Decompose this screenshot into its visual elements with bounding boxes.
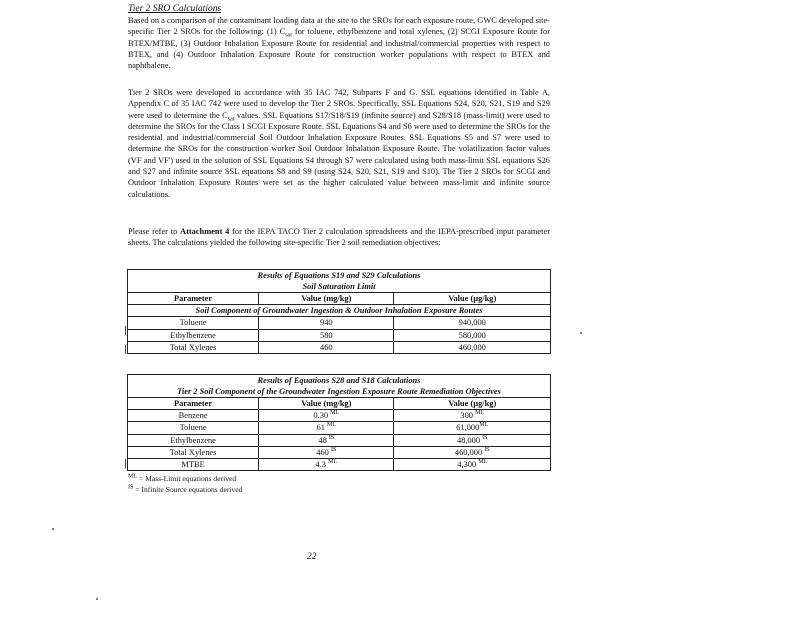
- scan-mark: [125, 326, 126, 335]
- scan-speck: [96, 598, 98, 600]
- table-row: Ethylbenzene 580 580,000: [128, 329, 551, 341]
- table-section-row: Soil Component of Groundwater Ingestion & Outdoor Inhalation Exposure Routes: [128, 305, 551, 317]
- table-header-row: Parameter Value (mg/kg) Value (µg/kg): [128, 293, 551, 305]
- table-row: Total Xylenes 460 460,000: [128, 341, 551, 353]
- scan-speck: [52, 528, 54, 530]
- footnote-infinite-source: $^{IS}$ = Infinite Source equations derived: [128, 484, 243, 494]
- table-row: Total Xylenes 460 $^{IS}$ 460,000 $^{IS}$: [128, 446, 551, 458]
- table-header-row: Parameter Value (mg/kg) Value (µg/kg): [128, 398, 551, 410]
- scan-mark: [125, 345, 126, 354]
- paragraph-2: Tier 2 SROs were developed in accordance with 35 IAC 742, Subparts F and G. SSL equations identified in Table A, Appendix C of 35 IAC 742 were used to develop the Tier 2 SROs. Specifically, SSL Equations S24, S20, S21, S19 and S29 were used to determine the $C_{sat}$ values. SSL Equations S17/S18/S19 (infinite source) and S28/S18 (mass-limit) were used to determine the SROs for the Class I SCGI Exposure Route. SSL Equations S4 and S6 were used to determine the SROs for the residential and industrial/commercial Soil Outdoor Inhalation Exposure Routes. SSL Equations S5 and S7 were used to determine the SROs for the construction worker Soil Outdoor Inhalation Exposure Route. The volatilization factor values (VF and VF') used in the solution of SSL Equations S4 through S7 were calculated using both mass-limit SSL equations S26 and S27 and infinite source SSL equations S8 and S9 (using S24, S20, S21, S19 and S10). The Tier 2 SROs for SCGI and Outdoor Inhalation Exposure Routes were set as the higher calculated value between mass-limit and infinite source calculations.: [128, 88, 550, 199]
- section-heading: Tier 2 SRO Calculations: [128, 4, 222, 14]
- scan-speck: [580, 332, 582, 334]
- table-row: Toluene 61 $^{ML}$ $61,000^{ML}$: [128, 422, 551, 434]
- page-number: 22: [307, 552, 317, 562]
- table-row: Ethylbenzene 48 $^{IS}$ 48,000 $^{IS}$: [128, 434, 551, 446]
- saturation-limit-table: [127, 269, 551, 354]
- paragraph-1: Based on a comparison of the contaminant loading data at the site to the SROs for each exposure route, GWC developed site-specific Tier 2 SROs for the following: (1) $C_{sat}$ for toluene, ethylbenzene and total xylenes, (2) SCGI Exposure Route for BTEX/MTBE, (3) Outdoor Inhalation Exposure Route for residential and industrial/commercial properties with respect to BTEX, and (4) Outdoor Inhalation Exposure Route for construction worker populations with respect to BTEX and naphthalene.: [128, 16, 551, 71]
- groundwater-objectives-table: [127, 374, 551, 471]
- table-row: Toluene 940 940,000: [128, 317, 551, 329]
- table-title-row: Results of Equations S28 and S18 Calculations Tier 2 Soil Component of the Groundwater Ingestion Exposure Route Remediation Objectives: [128, 375, 551, 398]
- table-row: MTBE 4.3 $^{ML}$ 4,300 $^{ML}$: [128, 458, 551, 470]
- paragraph-3: Please refer to Attachment 4 for the IEPA TACO Tier 2 calculation spreadsheets and the IEPA-prescribed input parameter sheets. The calculations yielded the following site-specific Tier 2 soil remediation objectives:: [128, 227, 550, 248]
- footnote-mass-limit: $^{ML}$ = Mass-Limit equations derived: [128, 473, 237, 483]
- table-row: Benzene 0.30 $^{ML}$ 300 $^{ML}$: [128, 410, 551, 422]
- table-title-row: Results of Equations S19 and S29 Calculations Soil Saturation Limit: [128, 270, 551, 293]
- scan-mark: [125, 459, 126, 468]
- table-footnotes: [128, 473, 242, 495]
